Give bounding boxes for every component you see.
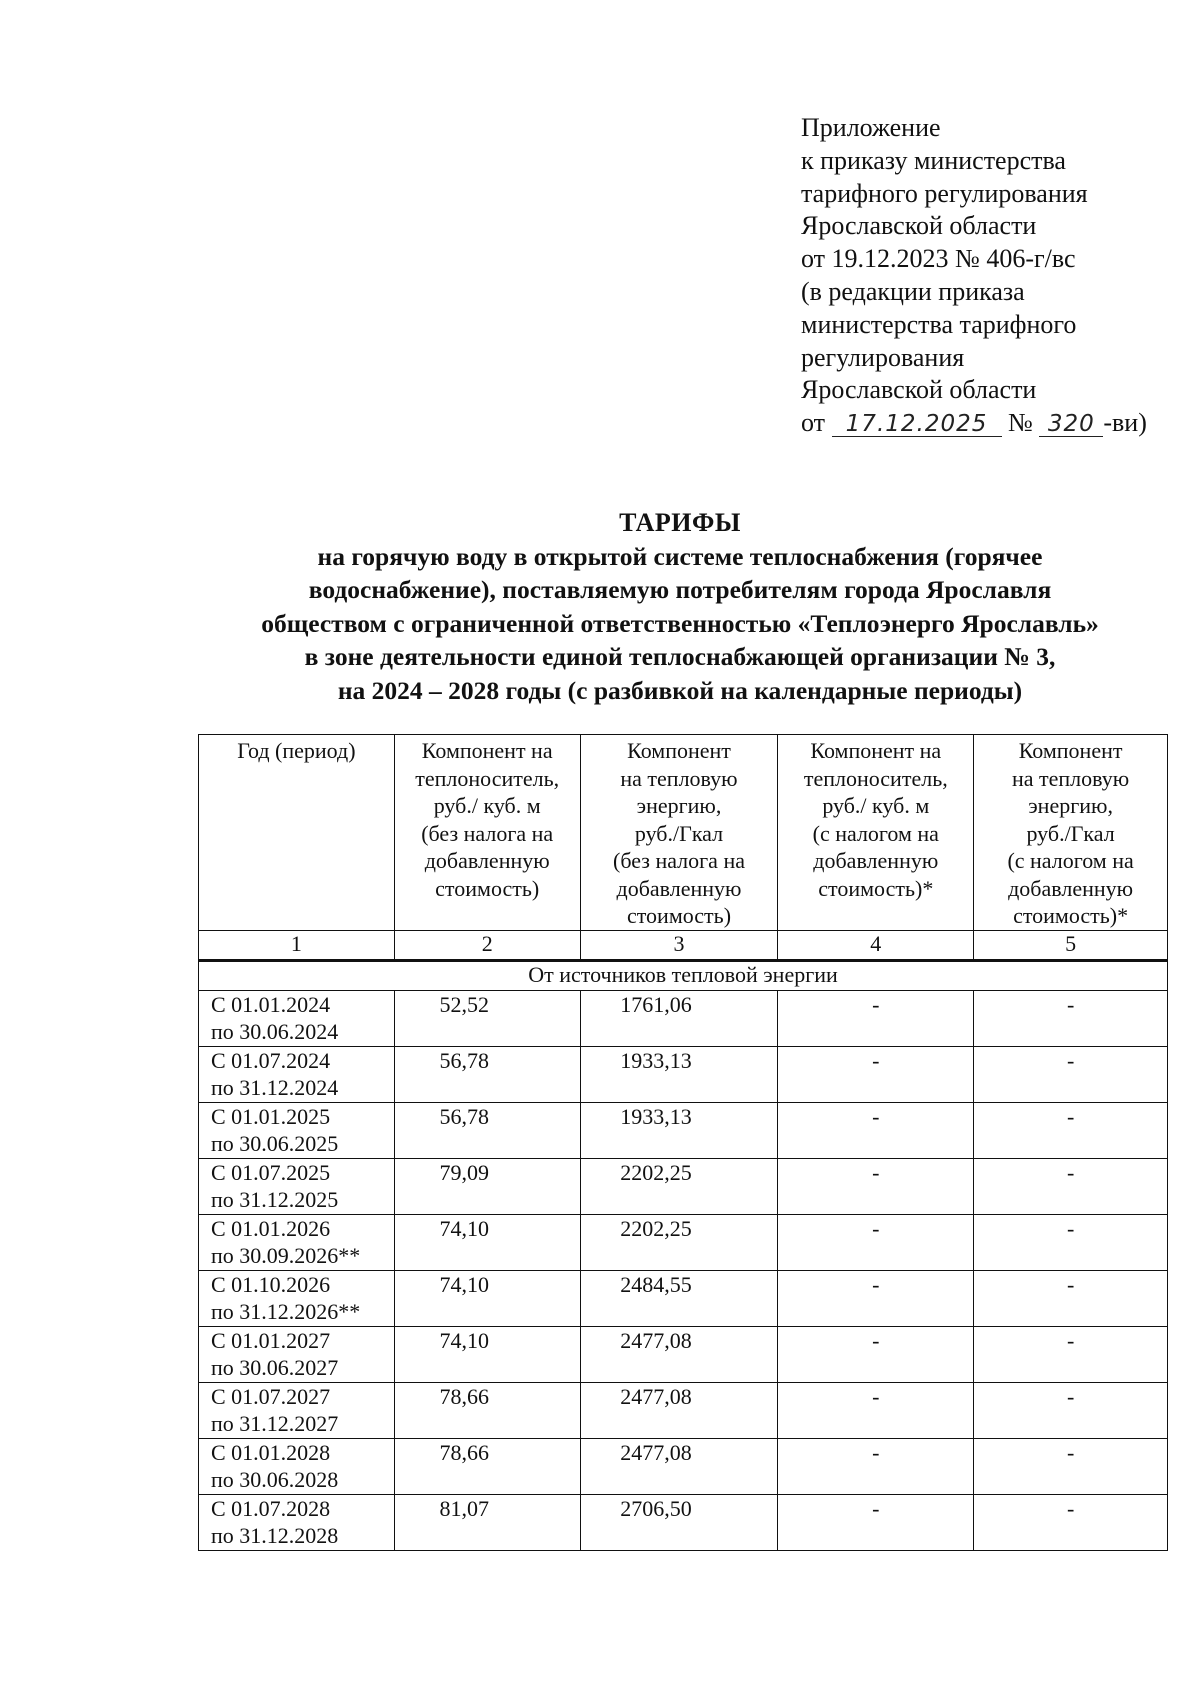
header-text: (с налогом на — [1007, 848, 1134, 873]
period-cell — [199, 990, 395, 1046]
value-cell-c3: 2706,50 — [580, 1494, 778, 1550]
value-cell-c4: - — [778, 1382, 974, 1438]
header-cell — [199, 735, 395, 931]
header-text: руб./Гкал — [634, 820, 724, 846]
header-cell — [580, 735, 778, 931]
period-to: по 31.12.2028 — [211, 1523, 339, 1548]
column-number: 4 — [778, 930, 974, 960]
header-text: энергию, — [636, 793, 722, 818]
header-text: стоимость) — [626, 903, 732, 928]
header-cell — [974, 735, 1168, 931]
header-text: руб./ куб. м — [433, 793, 541, 818]
period-to: по 31.12.2025 — [211, 1187, 339, 1212]
header-text: Компонент — [1018, 738, 1123, 763]
title-line: водоснабжение), поставляемую потребителям города Ярославля — [308, 575, 1052, 604]
appendix-line: Приложение — [801, 113, 941, 142]
period-to: по 30.06.2027 — [211, 1355, 339, 1380]
appendix-line: Ярославской области — [801, 211, 1037, 241]
table-row — [199, 1102, 1168, 1158]
title-line: обществом с ограниченной ответственностью «Теплоэнерго Ярославль» — [261, 608, 1099, 638]
appendix-block — [801, 112, 1181, 440]
table-row — [199, 1158, 1168, 1214]
appendix-line: (в редакции приказа — [801, 276, 1025, 306]
period-to: по 31.12.2026** — [211, 1299, 361, 1324]
header-text: стоимость) — [435, 875, 540, 901]
period-cell — [199, 1494, 395, 1550]
appendix-line: Ярославской области — [801, 375, 1037, 405]
value-cell-c5: - — [974, 1494, 1168, 1550]
title-line: на 2024 – 2028 годы (с разбивкой на календарные периоды) — [337, 675, 1023, 705]
header-text: энергию, — [1028, 793, 1113, 818]
value-cell-c5: - — [974, 1270, 1168, 1326]
value-cell-c3: 1933,13 — [580, 1102, 778, 1158]
header-text: на тепловую — [620, 765, 738, 791]
table-row — [199, 990, 1168, 1046]
header-cell — [778, 735, 974, 931]
header-text: Год (период) — [237, 738, 356, 763]
column-number: 5 — [974, 930, 1168, 960]
value-cell-c2: 79,09 — [394, 1158, 580, 1214]
period-from: С 01.01.2026 — [211, 1215, 331, 1241]
value-cell-c5: - — [974, 990, 1168, 1046]
value-cell-c3: 2477,08 — [580, 1438, 778, 1494]
handwritten-date: 17.12.2025 — [832, 412, 1002, 437]
appendix-line: к приказу министерства — [801, 145, 1066, 175]
period-cell — [199, 1326, 395, 1382]
value-cell-c2: 74,10 — [394, 1326, 580, 1382]
section-row — [199, 960, 1168, 990]
value-cell-c4: - — [778, 1326, 974, 1382]
header-text: теплоноситель, — [803, 765, 948, 791]
period-to: по 30.06.2025 — [211, 1131, 339, 1156]
value-cell-c4: - — [778, 990, 974, 1046]
period-from: С 01.07.2024 — [211, 1047, 331, 1073]
period-cell — [199, 1382, 395, 1438]
header-text: на тепловую — [1011, 765, 1130, 791]
section-label: От источников тепловой энергии — [199, 960, 1168, 990]
table-row — [199, 1270, 1168, 1326]
column-number: 2 — [394, 930, 580, 960]
value-cell-c2: 52,52 — [394, 990, 580, 1046]
value-cell-c3: 2202,25 — [580, 1214, 778, 1270]
value-cell-c2: 74,10 — [394, 1270, 580, 1326]
appendix-prefix: от — [801, 408, 826, 438]
header-text: руб./ куб. м — [822, 793, 930, 818]
appendix-line: министерства тарифного — [801, 309, 1077, 339]
value-cell-c3: 2484,55 — [580, 1270, 778, 1326]
header-text: Компонент — [627, 738, 731, 763]
period-cell — [199, 1270, 395, 1326]
value-cell-c2: 56,78 — [394, 1046, 580, 1102]
value-cell-c3: 2202,25 — [580, 1158, 778, 1214]
header-text: добавленную — [1008, 875, 1134, 901]
value-cell-c3: 2477,08 — [580, 1382, 778, 1438]
appendix-last-line — [801, 407, 1181, 440]
value-cell-c2: 78,66 — [394, 1438, 580, 1494]
header-text: добавленную — [424, 848, 550, 873]
value-cell-c3: 1933,13 — [580, 1046, 778, 1102]
value-cell-c4: - — [778, 1438, 974, 1494]
title-line: на горячую воду в открытой системе теплоснабжения (горячее — [317, 541, 1043, 571]
value-cell-c5: - — [974, 1326, 1168, 1382]
number-sign: № — [1008, 408, 1033, 438]
period-to: по 31.12.2024 — [211, 1075, 339, 1100]
appendix-suffix: -ви) — [1103, 408, 1147, 438]
period-cell — [199, 1102, 395, 1158]
column-number: 1 — [199, 930, 395, 960]
title-line: в зоне деятельности единой теплоснабжающей организации № 3, — [304, 642, 1056, 671]
period-cell — [199, 1046, 395, 1102]
table-row — [199, 1326, 1168, 1382]
tariffs-table — [198, 734, 1168, 1551]
header-text: стоимость)* — [818, 875, 934, 901]
handwritten-number: 320 — [1039, 412, 1103, 437]
table-row — [199, 1382, 1168, 1438]
appendix-line: от 19.12.2023 № 406-г/вс — [801, 244, 1076, 274]
header-text: Компонент на — [421, 738, 553, 763]
table-row — [199, 1438, 1168, 1494]
period-cell — [199, 1214, 395, 1270]
value-cell-c5: - — [974, 1158, 1168, 1214]
value-cell-c2: 78,66 — [394, 1382, 580, 1438]
header-text: (с налогом на — [812, 820, 939, 846]
column-number-row — [199, 930, 1168, 960]
header-text: руб./Гкал — [1026, 820, 1115, 846]
period-from: С 01.01.2024 — [211, 991, 331, 1017]
period-from: С 01.01.2025 — [211, 1103, 331, 1129]
header-text: (без налога на — [613, 848, 745, 873]
table-header-row — [199, 735, 1168, 931]
table-row — [199, 1214, 1168, 1270]
header-text: (без налога на — [421, 820, 554, 846]
value-cell-c5: - — [974, 1438, 1168, 1494]
value-cell-c4: - — [778, 1158, 974, 1214]
period-from: С 01.07.2025 — [211, 1159, 331, 1185]
column-number: 3 — [580, 930, 778, 960]
value-cell-c2: 81,07 — [394, 1494, 580, 1550]
appendix-line: тарифного регулирования — [801, 178, 1088, 208]
value-cell-c5: - — [974, 1046, 1168, 1102]
period-to: по 30.09.2026** — [211, 1243, 361, 1268]
period-to: по 30.06.2024 — [211, 1019, 339, 1044]
period-cell — [199, 1158, 395, 1214]
header-text: теплоноситель, — [415, 765, 560, 791]
period-from: С 01.10.2026 — [211, 1271, 331, 1297]
value-cell-c5: - — [974, 1102, 1168, 1158]
value-cell-c4: - — [778, 1214, 974, 1270]
period-to: по 31.12.2027 — [211, 1411, 339, 1436]
value-cell-c3: 1761,06 — [580, 990, 778, 1046]
period-from: С 01.01.2027 — [211, 1327, 331, 1353]
document-title — [120, 506, 1200, 707]
table-row — [199, 1046, 1168, 1102]
header-text: стоимость)* — [1013, 903, 1129, 928]
header-cell — [394, 735, 580, 931]
value-cell-c4: - — [778, 1046, 974, 1102]
header-text: добавленную — [813, 848, 939, 873]
header-text: добавленную — [616, 875, 742, 901]
period-from: С 01.01.2028 — [211, 1439, 331, 1465]
period-from: С 01.07.2027 — [211, 1383, 331, 1409]
value-cell-c3: 2477,08 — [580, 1326, 778, 1382]
period-from: С 01.07.2028 — [211, 1495, 331, 1521]
value-cell-c2: 56,78 — [394, 1102, 580, 1158]
value-cell-c4: - — [778, 1494, 974, 1550]
title-main: ТАРИФЫ — [619, 508, 741, 537]
table-row — [199, 1494, 1168, 1550]
period-to: по 30.06.2028 — [211, 1467, 339, 1492]
appendix-line: регулирования — [801, 342, 965, 372]
value-cell-c2: 74,10 — [394, 1214, 580, 1270]
value-cell-c4: - — [778, 1270, 974, 1326]
period-cell — [199, 1438, 395, 1494]
value-cell-c5: - — [974, 1382, 1168, 1438]
value-cell-c5: - — [974, 1214, 1168, 1270]
header-text: Компонент на — [810, 738, 942, 763]
value-cell-c4: - — [778, 1102, 974, 1158]
